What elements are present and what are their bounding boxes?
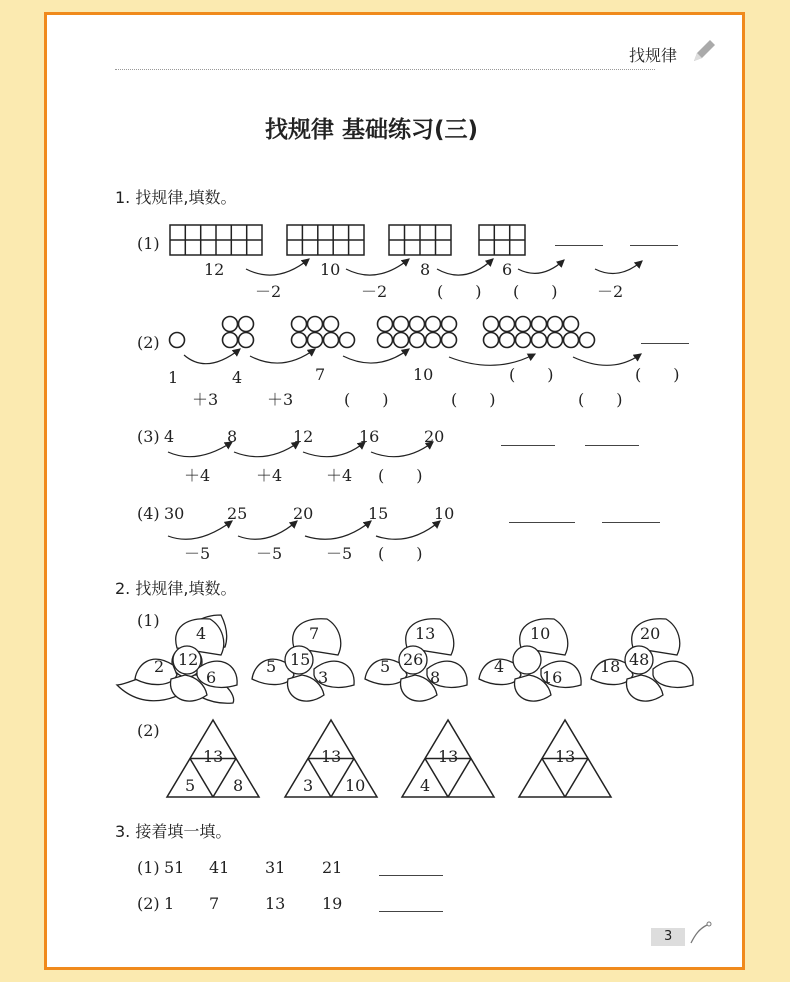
q1-p2-op: ( ) xyxy=(578,390,623,409)
q3-p2-label: (2) xyxy=(137,894,160,913)
q1-p2-number: ( ) xyxy=(509,365,554,384)
q3-p2-number: 19 xyxy=(322,894,343,913)
triangle-left: 3 xyxy=(303,776,314,795)
triangle-top: 13 xyxy=(438,747,459,766)
flower-left: 5 xyxy=(380,657,391,676)
q1-p1-op: ( ) xyxy=(437,282,482,301)
q3-heading: 3. 接着填一填。 xyxy=(115,822,232,841)
flower-left: 2 xyxy=(154,657,165,676)
q1-p3-op: ＋4 xyxy=(326,466,353,485)
section-label: 找规律 xyxy=(629,46,678,65)
flower-top: 7 xyxy=(309,624,320,643)
q1-p4-number: 15 xyxy=(368,504,389,523)
flower-center: 12 xyxy=(178,650,199,669)
swirl-icon xyxy=(687,917,717,947)
q1-p4-op: －5 xyxy=(256,544,283,563)
q1-p4-number: 10 xyxy=(434,504,455,523)
q1-p1-label: (1) xyxy=(137,234,160,253)
flower-center: 26 xyxy=(403,650,424,669)
q1-p3-number: 20 xyxy=(424,427,445,446)
flower-top: 20 xyxy=(640,624,661,643)
q1-p2-label: (2) xyxy=(137,333,160,352)
q1-p4-op: －5 xyxy=(184,544,211,563)
page-number: 3 xyxy=(664,929,673,944)
q3-p2-number: 1 xyxy=(164,894,175,913)
q1-p1-op: －2 xyxy=(597,282,624,301)
q1-p4-number: 25 xyxy=(227,504,248,523)
q1-p3-number: 16 xyxy=(359,427,380,446)
q1-p1-number: 8 xyxy=(420,260,431,279)
q3-p2-number: 13 xyxy=(265,894,286,913)
flower-right: 8 xyxy=(430,668,441,687)
q1-p1-op: －2 xyxy=(255,282,282,301)
q1-p2-number: 10 xyxy=(413,365,434,384)
q1-p1-number: 10 xyxy=(320,260,341,279)
q3-p1-label: (1) xyxy=(137,858,160,877)
q1-p2-number: 7 xyxy=(315,365,326,384)
q1-p3-number: 8 xyxy=(227,427,238,446)
flower-left: 4 xyxy=(494,657,505,676)
triangle-top: 13 xyxy=(321,747,342,766)
flower-top: 4 xyxy=(196,624,207,643)
q1-p4-op: ( ) xyxy=(378,544,423,563)
q2-p1-label: (1) xyxy=(137,611,160,630)
q1-p1-number: 12 xyxy=(204,260,225,279)
q1-p3-number: 4 xyxy=(164,427,175,446)
q1-p3-number: 12 xyxy=(293,427,314,446)
q1-p4-number: 30 xyxy=(164,504,185,523)
triangle-right: 10 xyxy=(345,776,366,795)
triangle-top: 13 xyxy=(555,747,576,766)
q1-p1-op: －2 xyxy=(361,282,388,301)
page-title: 找规律 基础练习(三) xyxy=(265,117,479,143)
triangle-left: 5 xyxy=(185,776,196,795)
q1-p2-op: ＋3 xyxy=(192,390,219,409)
q1-p3-label: (3) xyxy=(137,427,160,446)
q1-p2-number: 4 xyxy=(232,368,243,387)
flower-center: 15 xyxy=(290,650,311,669)
q3-p2-number: 7 xyxy=(209,894,220,913)
q1-p4-label: (4) xyxy=(137,504,160,523)
q3-p1-number: 41 xyxy=(209,858,230,877)
q1-heading: 1. 找规律,填数。 xyxy=(115,188,237,207)
q1-p1-op: ( ) xyxy=(513,282,558,301)
flower-top: 10 xyxy=(530,624,551,643)
triangle-top: 13 xyxy=(203,747,224,766)
q1-p1-number: 6 xyxy=(502,260,513,279)
flower-center: 48 xyxy=(629,650,650,669)
q1-p2-op: ( ) xyxy=(344,390,389,409)
q1-p2-number: ( ) xyxy=(635,365,680,384)
triangle-right: 8 xyxy=(233,776,244,795)
flower-right: 16 xyxy=(542,668,563,687)
q1-p2-number: 1 xyxy=(168,368,179,387)
triangle-left: 4 xyxy=(420,776,431,795)
q3-p1-number: 31 xyxy=(265,858,286,877)
flower-top: 13 xyxy=(415,624,436,643)
q1-p3-op: ＋4 xyxy=(184,466,211,485)
q1-p3-op: ( ) xyxy=(378,466,423,485)
q1-p4-op: －5 xyxy=(326,544,353,563)
flower-left: 18 xyxy=(600,657,621,676)
q2-p2-label: (2) xyxy=(137,721,160,740)
flower-left: 5 xyxy=(266,657,277,676)
q1-p2-op: ＋3 xyxy=(267,390,294,409)
flower-right: 6 xyxy=(206,668,217,687)
q1-p2-op: ( ) xyxy=(451,390,496,409)
q2-heading: 2. 找规律,填数。 xyxy=(115,579,237,598)
flower-right: 3 xyxy=(318,668,329,687)
q1-p3-op: ＋4 xyxy=(256,466,283,485)
q1-p4-number: 20 xyxy=(293,504,314,523)
q3-p1-number: 21 xyxy=(322,858,343,877)
q3-p1-blank[interactable] xyxy=(379,875,443,876)
q3-p1-number: 51 xyxy=(164,858,185,877)
q3-p2-blank[interactable] xyxy=(379,911,443,912)
worksheet-page xyxy=(44,12,745,970)
